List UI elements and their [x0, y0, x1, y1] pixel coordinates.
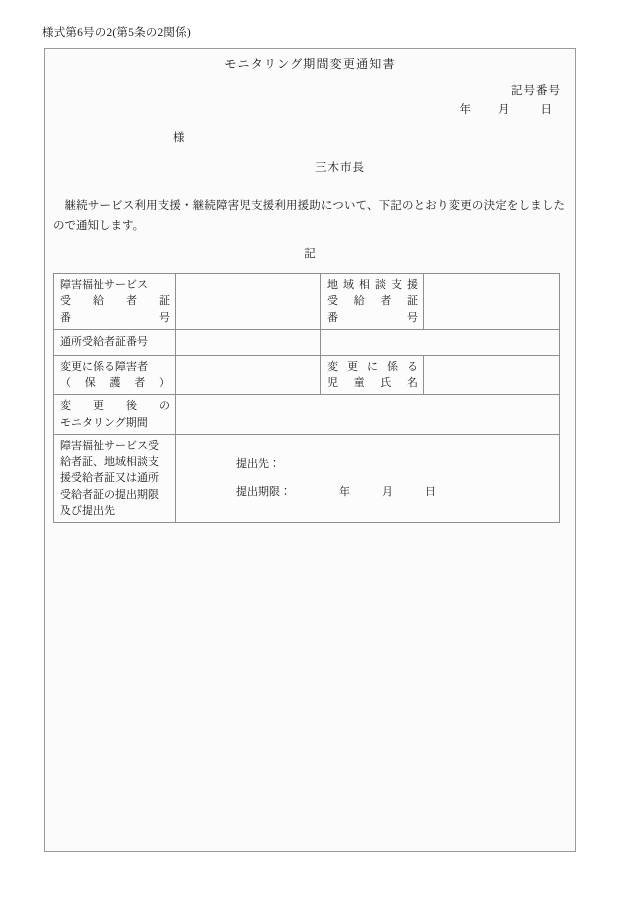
label-changed-child-name — [321, 355, 424, 395]
label-char: 童 — [353, 377, 365, 390]
deadline-label: 提出期限： — [236, 485, 291, 498]
submission-details-cell[interactable] — [176, 434, 560, 522]
label-new-monitoring-period-text — [54, 395, 175, 434]
reference-number-label: 記号番号 — [511, 85, 561, 97]
label-new-monitoring-period — [54, 395, 176, 435]
label-char: 番 — [60, 311, 71, 324]
label-char: 保 — [84, 377, 96, 390]
body-paragraph-text: 継続サービス利用支援・継続障害児支援利用援助について、下記のとおり変更の決定をしましたので通知します。 — [53, 200, 565, 232]
submission-details — [176, 441, 559, 516]
label-char: 名 — [406, 377, 418, 390]
welfare-cert-label-line2 — [60, 293, 170, 309]
label-char: 番 — [327, 311, 338, 324]
issue-date-month-label: 月 — [498, 103, 511, 116]
table-row-new-monitoring-period — [54, 395, 560, 435]
daycare-cert-number-empty-cell — [321, 329, 560, 355]
label-char: 者 — [134, 377, 146, 390]
regional-cert-label-line1 — [327, 277, 418, 293]
label-char: 証 — [159, 295, 170, 308]
submission-label-line1: 障害福祉サービス受 — [60, 439, 159, 452]
body-paragraph — [53, 197, 565, 237]
label-char: 受 — [327, 295, 338, 308]
label-char: る — [407, 360, 418, 373]
label-char: 支 — [391, 279, 402, 291]
new-period-label-line2: モニタリング期間 — [60, 416, 148, 429]
label-char: 証 — [406, 295, 418, 308]
label-submission-deadline-and-destination — [54, 434, 176, 522]
label-char: 受 — [60, 295, 71, 308]
issuer-name: 三木市長 — [315, 162, 365, 174]
submission-label-line5: 及び提出先 — [60, 504, 115, 517]
document-frame-inner — [45, 49, 575, 851]
label-char: 児 — [327, 377, 338, 390]
label-char: 者 — [126, 295, 137, 308]
label-char: 給 — [353, 295, 365, 308]
deadline-year-label: 年 — [339, 485, 350, 498]
changed-person-label-line2 — [60, 375, 170, 391]
issue-date-year-label: 年 — [459, 103, 472, 116]
page-title: モニタリング期間変更通知書 — [224, 57, 396, 71]
label-daycare-cert-number — [54, 329, 176, 355]
input-daycare-cert-number[interactable] — [176, 329, 321, 355]
addressee-honorific: 様 — [173, 132, 185, 144]
input-welfare-service-cert-number[interactable] — [176, 274, 321, 330]
label-char: 地 — [327, 279, 338, 291]
welfare-cert-label-line1: 障害福祉サービス — [60, 279, 148, 291]
label-char: に — [367, 360, 378, 373]
label-char: の — [159, 400, 170, 413]
regional-cert-label-line2 — [327, 293, 418, 309]
table-row-recipient-numbers — [54, 274, 560, 330]
document-frame — [44, 48, 576, 852]
label-welfare-service-cert-number — [54, 274, 176, 330]
regional-cert-label-line3 — [327, 310, 418, 326]
label-char: ） — [159, 377, 170, 390]
label-char: 係 — [387, 360, 398, 373]
label-char: 号 — [159, 311, 170, 324]
submission-label-line2: 給者証、地域相談支 — [60, 456, 159, 469]
table-row-submission — [54, 434, 560, 522]
new-period-label-line1 — [60, 398, 170, 414]
label-char: 相 — [359, 279, 370, 291]
issue-date-line — [460, 101, 562, 120]
label-welfare-service-cert-number-text — [54, 274, 175, 329]
label-char: 域 — [343, 279, 354, 291]
welfare-cert-label-line3 — [60, 310, 170, 326]
label-char: 号 — [407, 311, 418, 324]
label-submission-text — [54, 435, 175, 522]
submit-to-line — [176, 451, 559, 479]
label-changed-disabled-person-text — [54, 356, 175, 395]
issue-date-day-label: 日 — [540, 103, 553, 116]
label-daycare-cert-number-text: 通所受給者証番号 — [60, 336, 148, 349]
ki-marker: 記 — [304, 248, 316, 260]
label-char: 氏 — [380, 377, 392, 390]
label-regional-consult-cert-number-text — [321, 274, 423, 329]
input-new-monitoring-period[interactable] — [176, 395, 560, 435]
label-regional-consult-cert-number — [321, 274, 424, 330]
input-changed-disabled-person-name[interactable] — [176, 355, 321, 395]
changed-child-label-line2 — [327, 375, 418, 391]
input-regional-consult-cert-number[interactable] — [424, 274, 560, 330]
label-char: 更 — [347, 360, 358, 373]
header-reference-block — [460, 82, 562, 120]
label-char: 者 — [380, 295, 392, 308]
label-char: 談 — [375, 279, 386, 291]
table-row-person-names — [54, 355, 560, 395]
main-form-table — [53, 273, 560, 523]
deadline-day-label: 日 — [425, 485, 436, 498]
submission-label-line3: 援受給者証又は通所 — [60, 472, 159, 485]
deadline-month-label: 月 — [382, 485, 393, 498]
table-row-daycare-cert-number — [54, 329, 560, 355]
label-char: 更 — [93, 400, 104, 413]
label-changed-disabled-person — [54, 355, 176, 395]
label-char: 変 — [60, 400, 71, 413]
label-char: 護 — [109, 377, 121, 390]
label-char: 給 — [93, 295, 104, 308]
label-char: 変 — [327, 360, 338, 373]
submission-label-line4: 受給者証の提出期限 — [60, 488, 159, 501]
deadline-line — [176, 479, 559, 507]
label-changed-child-name-text — [321, 356, 423, 395]
input-changed-child-name[interactable] — [424, 355, 560, 395]
changed-child-label-line1 — [327, 359, 418, 375]
label-char: （ — [60, 377, 71, 390]
form-number: 様式第6号の2(第5条の2関係) — [42, 27, 191, 39]
label-char: 後 — [126, 400, 137, 413]
label-char: 援 — [407, 279, 418, 291]
changed-person-label-line1: 変更に係る障害者 — [60, 360, 148, 373]
submit-to-label: 提出先： — [236, 458, 280, 471]
